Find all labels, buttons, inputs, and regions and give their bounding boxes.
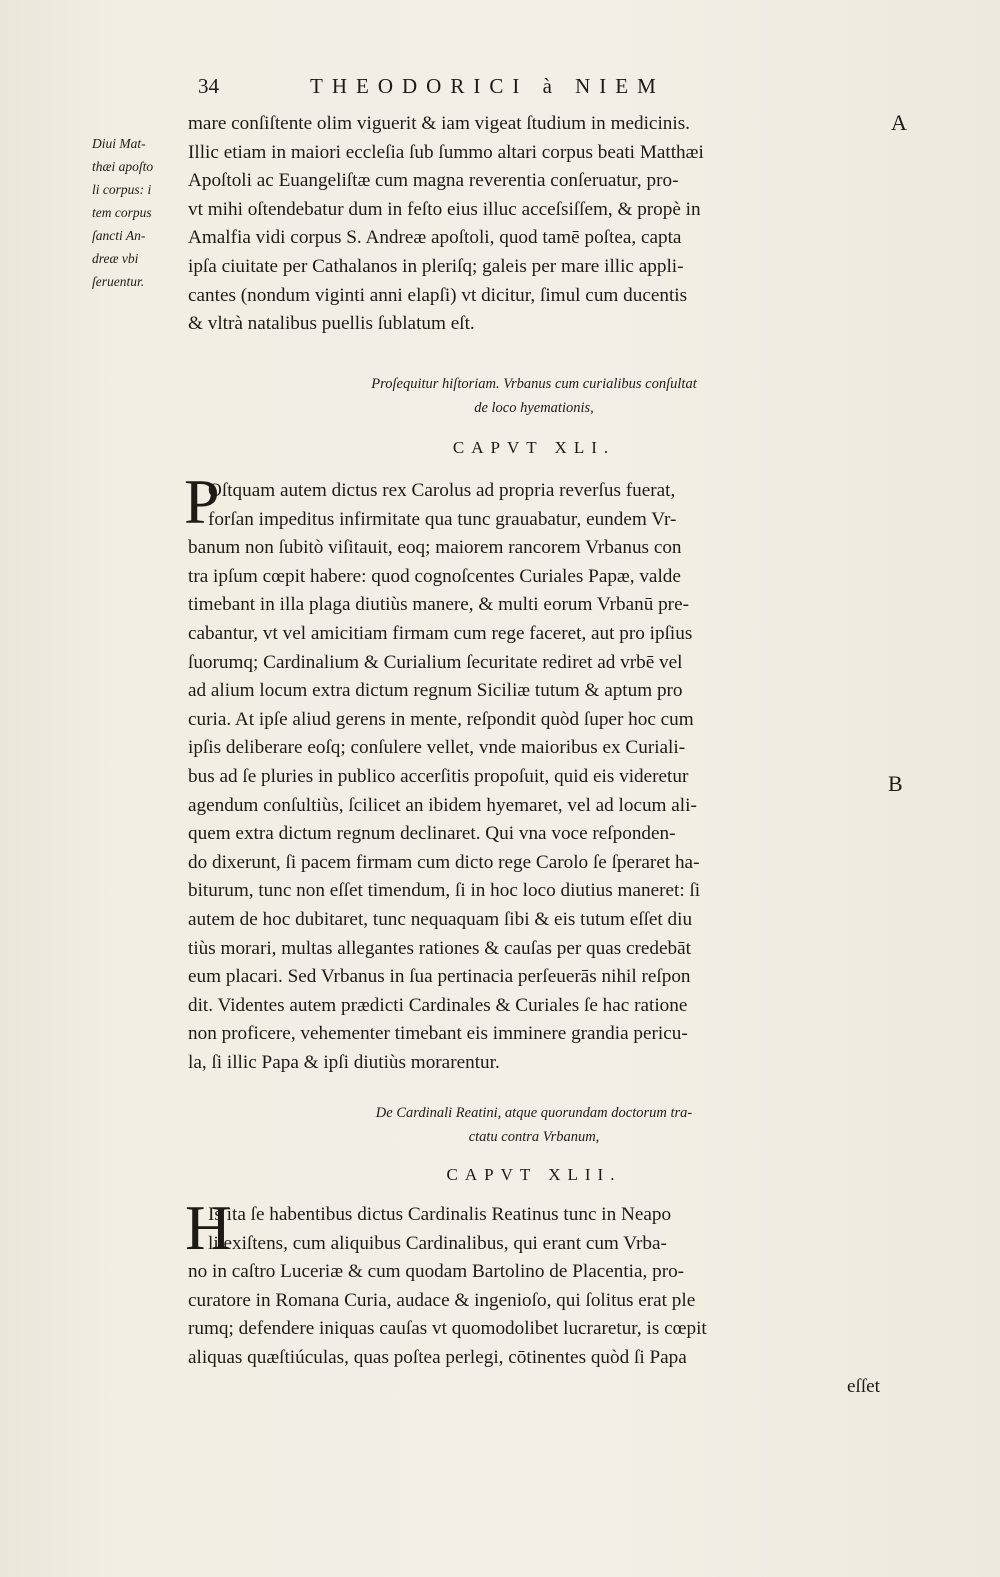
text-line: & vltrà natalibus puellis ſublatum eſt.: [188, 313, 475, 335]
running-head: [198, 74, 798, 104]
text-line: eum placari. Sed Vrbanus in ſua pertinacia perſeuerās nihil reſpon: [188, 966, 691, 988]
text-line: Is ita ſe habentibus dictus Cardinalis Reatinus tunc in Neapo: [208, 1204, 672, 1225]
margin-note-line: dreæ vbi: [92, 251, 139, 266]
text-line: non proficere, vehementer timebant eis imminere grandia pericu-: [188, 1023, 688, 1045]
text-line: ſuorumq; Cardinalium & Curialium ſecuritate rediret ad vrbē vel: [188, 651, 683, 673]
text-line: Apoſtoli ac Euangeliſtæ cum magna reverentia conſeruatur, pro-: [188, 170, 679, 192]
text-line: vt mihi oſtendebatur dum in feſto eius illuc acceſsiſſem, & propè in: [188, 198, 701, 220]
text-line: curia. At ipſe aliud gerens in mente, reſpondit quòd ſuper hoc cum: [188, 708, 694, 730]
text-line: agendum conſultiùs, ſcilicet an ibidem hyemaret, vel ad locum ali-: [188, 794, 697, 816]
summary-line: ctatu contra Vrbanum,: [468, 1129, 600, 1145]
text-line: bus ad ſe pluries in publico accerſitis propoſuit, quid eis videretur: [188, 765, 689, 787]
paragraph-continuation: [188, 110, 880, 339]
text-line: forſan impeditus infirmitate qua tunc grauabatur, eundem Vr-: [208, 508, 677, 530]
text-line: timebant in illa plaga diutiùs manere, & multi eorum Vrbanū pre-: [188, 594, 689, 616]
text-line: cantes (nondum viginti anni elapſi) vt dicitur, ſimul cum ducentis: [188, 284, 688, 306]
section-marker-b: B: [888, 771, 903, 796]
section-marker-a: A: [891, 110, 907, 135]
text-line: tiùs morari, multas allegantes rationes & cauſas per quas credebāt: [188, 937, 691, 959]
summary-line: Proſequitur hiſtoriam. Vrbanus cum curialibus conſultat: [371, 376, 697, 392]
text-line: aliquas quæſtiúculas, quas poſtea perlegi, cōtinentes quòd ſi Papa: [188, 1346, 687, 1368]
text-line: do dixerunt, ſi pacem firmam cum dicto rege Carolo ſe ſperaret ha-: [188, 851, 700, 873]
text-line: ipſis deliberare eoſq; conſulere vellet, vnde maioribus ex Curiali-: [188, 737, 686, 759]
margin-note-line: ſancti An-: [92, 228, 146, 243]
margin-note-line: tem corpus: [92, 205, 152, 220]
margin-note: [92, 132, 184, 293]
margin-note-line: thæi apoſto: [92, 159, 154, 174]
drop-cap: H: [185, 1192, 232, 1263]
catchword: eſſet: [846, 1375, 880, 1397]
text-line: la, ſi illic Papa & ipſi diutiùs morarentur.: [188, 1051, 500, 1073]
text-line: cabantur, vt vel amicitiam firmam cum rege faceret, aut pro ipſius: [188, 622, 693, 644]
chapter-summary-41: [188, 372, 880, 420]
text-line: Illic etiam in maiori eccleſia ſub ſummo altari corpus beati Matthæi: [188, 141, 704, 163]
text-line: mare conſiſtente olim viguerit & iam vigeat ſtudium in medicinis.: [188, 113, 690, 134]
chapter-heading-42: CAPVT XLII.: [446, 1165, 622, 1184]
text-line: biturum, tunc non eſſet timendum, ſi in hoc loco diutius maneret: ſi: [188, 880, 701, 902]
text-line: dit. Videntes autem prædicti Cardinales & Curiales ſe hac ratione: [188, 994, 688, 1016]
chapter-41-body: [188, 477, 880, 1077]
summary-line: de loco hyemationis,: [474, 400, 594, 416]
page-number: 34: [198, 74, 219, 98]
drop-cap: P: [184, 466, 220, 537]
text-line: ipſa ciuitate per Cathalanos in pleriſq; galeis per mare illic appli-: [188, 255, 684, 277]
text-line: Amalfia vidi corpus S. Andreæ apoſtoli, quod tamē poſtea, capta: [188, 227, 682, 249]
running-title: THEODORICI à NIEM: [310, 74, 665, 98]
text-line: li exiſtens, cum aliquibus Cardinalibus, qui erant cum Vrba-: [208, 1232, 667, 1254]
text-line: curatore in Romana Curia, audace & ingenioſo, qui ſolitus erat ple: [188, 1289, 696, 1311]
text-line: Oſtquam autem dictus rex Carolus ad propria reverſus fuerat,: [208, 480, 676, 501]
text-line: no in caſtro Luceriæ & cum quodam Bartolino de Placentia, pro-: [188, 1261, 685, 1283]
summary-line: De Cardinali Reatini, atque quorundam doctorum tra-: [375, 1105, 693, 1121]
text-line: ad alium locum extra dictum regnum Siciliæ tutum & aptum pro: [188, 680, 683, 702]
chapter-42-body: [188, 1201, 880, 1401]
text-line: autem de hoc dubitaret, tunc nequaquam ſibi & eis tutum eſſet diu: [188, 908, 693, 930]
text-line: tra ipſum cœpit habere: quod cognoſcentes Curiales Papæ, valde: [188, 565, 681, 587]
margin-note-line: li corpus: i: [92, 182, 152, 197]
margin-note-line: ſeruentur.: [92, 274, 145, 289]
text-line: quem extra dictum regnum declinaret. Qui vna voce reſponden-: [188, 823, 676, 845]
text-line: banum non ſubitò viſitauit, eoq; maiorem rancorem Vrbanus con: [188, 537, 682, 559]
text-line: rumq; defendere iniquas cauſas vt quomodolibet lucraretur, is cœpit: [188, 1318, 707, 1340]
chapter-summary-42: [188, 1101, 880, 1149]
margin-note-line: Diui Mat-: [92, 136, 146, 151]
chapter-heading-41: CAPVT XLI.: [452, 438, 616, 457]
